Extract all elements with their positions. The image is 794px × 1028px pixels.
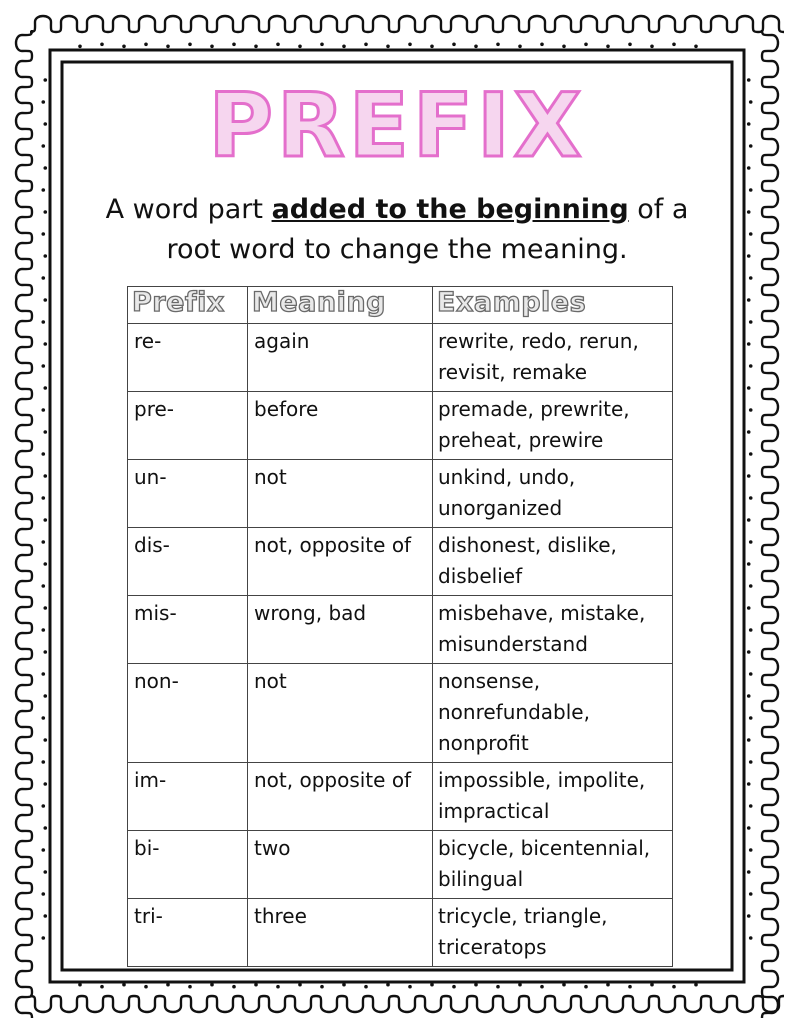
trim-dot <box>749 628 753 632</box>
trim-dot <box>749 276 753 280</box>
trim-dot <box>747 870 751 874</box>
meaning-cell: three <box>248 899 433 967</box>
table-row <box>128 899 673 967</box>
trim-dot <box>747 210 751 214</box>
meaning-cell: not <box>248 460 433 528</box>
examples-cell: tricycle, triangle, triceratops <box>433 899 673 967</box>
trim-dot <box>749 408 753 412</box>
trim-dot <box>430 44 434 48</box>
trim-dot <box>188 42 192 46</box>
trim-dot <box>749 716 753 720</box>
trim-dot <box>749 496 753 500</box>
trim-dot <box>430 983 434 987</box>
trim-dot <box>747 518 751 522</box>
trim-dot <box>747 474 751 478</box>
trim-dot <box>747 914 751 918</box>
meaning-cell: not, opposite of <box>248 528 433 596</box>
examples-cell: impossible, impolite, impractical <box>433 763 673 831</box>
trim-dot <box>43 474 47 478</box>
trim-dot <box>166 44 170 48</box>
prefix-table <box>127 286 673 967</box>
trim-dot <box>747 650 751 654</box>
loop-column <box>16 30 32 1018</box>
trim-dot <box>672 985 676 989</box>
table-row <box>128 460 673 528</box>
meaning-cell: two <box>248 831 433 899</box>
trim-dot <box>210 44 214 48</box>
trim-dot <box>749 804 753 808</box>
trim-dot <box>747 694 751 698</box>
trim-dot <box>43 562 47 566</box>
trim-dot <box>747 342 751 346</box>
header-examples: Examples <box>433 287 673 324</box>
trim-dot <box>342 44 346 48</box>
trim-dot <box>747 562 751 566</box>
table-row <box>128 664 673 763</box>
trim-dot <box>41 936 45 940</box>
trim-dot <box>41 408 45 412</box>
trim-dot <box>749 672 753 676</box>
trim-dot <box>41 804 45 808</box>
trim-dot <box>232 985 236 989</box>
trim-dot <box>41 188 45 192</box>
trim-dot <box>408 985 412 989</box>
trim-dot <box>166 983 170 987</box>
trim-dot <box>320 985 324 989</box>
trim-dot <box>747 738 751 742</box>
trim-dot <box>43 870 47 874</box>
trim-dot <box>364 42 368 46</box>
trim-dot <box>606 983 610 987</box>
trim-dot <box>43 430 47 434</box>
meaning-cell: wrong, bad <box>248 596 433 664</box>
examples-cell: bicycle, bicentennial, bilingual <box>433 831 673 899</box>
trim-dot <box>41 320 45 324</box>
trim-dot <box>254 44 258 48</box>
trim-dot <box>749 320 753 324</box>
trim-dot <box>43 342 47 346</box>
trim-dot <box>43 210 47 214</box>
trim-dot <box>584 985 588 989</box>
examples-cell: nonsense, nonrefundable, nonprofit <box>433 664 673 763</box>
trim-dot <box>100 42 104 46</box>
trim-dot <box>43 914 47 918</box>
trim-dot <box>210 983 214 987</box>
prefix-cell: re- <box>128 324 248 392</box>
trim-dot <box>43 738 47 742</box>
trim-dot <box>452 985 456 989</box>
trim-dot <box>747 298 751 302</box>
trim-dot <box>78 983 82 987</box>
trim-dot <box>43 386 47 390</box>
header-meaning: Meaning <box>248 287 433 324</box>
trim-dot <box>474 983 478 987</box>
trim-dot <box>122 983 126 987</box>
trim-dot <box>562 44 566 48</box>
trim-dot <box>41 496 45 500</box>
trim-dot <box>144 42 148 46</box>
trim-dot <box>232 42 236 46</box>
trim-dot <box>584 42 588 46</box>
trim-dot <box>628 985 632 989</box>
trim-dot <box>747 386 751 390</box>
trim-dot <box>747 430 751 434</box>
definition-after: of a root word to change the meaning. <box>166 194 689 265</box>
trim-dot <box>749 232 753 236</box>
trim-dot <box>749 364 753 368</box>
trim-dot <box>41 892 45 896</box>
trim-dot <box>276 985 280 989</box>
prefix-cell: im- <box>128 763 248 831</box>
trim-dot <box>747 254 751 258</box>
trim-dot <box>540 985 544 989</box>
trim-dot <box>747 826 751 830</box>
trim-dot <box>43 606 47 610</box>
prefix-cell: un- <box>128 460 248 528</box>
table-row <box>128 831 673 899</box>
trim-dot <box>747 782 751 786</box>
trim-dot <box>276 42 280 46</box>
trim-dot <box>254 983 258 987</box>
trim-dot <box>452 42 456 46</box>
examples-cell: dishonest, dislike, disbelief <box>433 528 673 596</box>
trim-dot <box>540 42 544 46</box>
trim-dot <box>650 983 654 987</box>
trim-dot <box>43 298 47 302</box>
trim-dot <box>747 606 751 610</box>
page-title: PREFIX <box>208 74 586 177</box>
table-row <box>128 392 673 460</box>
table-row <box>128 763 673 831</box>
prefix-cell: mis- <box>128 596 248 664</box>
table-row <box>128 324 673 392</box>
trim-dot <box>41 716 45 720</box>
definition-text <box>96 190 698 270</box>
trim-dot <box>749 584 753 588</box>
trim-dot <box>518 983 522 987</box>
prefix-cell: non- <box>128 664 248 763</box>
trim-dot <box>43 254 47 258</box>
trim-dot <box>41 760 45 764</box>
trim-dot <box>628 42 632 46</box>
definition-before: A word part <box>105 194 272 225</box>
trim-dot <box>41 672 45 676</box>
trim-dot <box>43 518 47 522</box>
trim-dot <box>41 848 45 852</box>
trim-dot <box>496 985 500 989</box>
trim-dot <box>672 42 676 46</box>
trim-dot <box>41 584 45 588</box>
loop-row <box>30 16 784 32</box>
meaning-cell: not <box>248 664 433 763</box>
trim-dot <box>43 826 47 830</box>
trim-dot <box>749 188 753 192</box>
trim-dot <box>496 42 500 46</box>
trim-dot <box>408 42 412 46</box>
trim-dot <box>694 44 698 48</box>
trim-dot <box>78 44 82 48</box>
table-tail-line <box>127 922 128 934</box>
trim-dot <box>144 985 148 989</box>
trim-dot <box>100 985 104 989</box>
trim-dot <box>749 452 753 456</box>
examples-cell: misbehave, mistake, misunderstand <box>433 596 673 664</box>
trim-dot <box>188 985 192 989</box>
trim-dot <box>43 650 47 654</box>
trim-dot <box>650 44 654 48</box>
trim-dot <box>749 760 753 764</box>
prefix-cell: pre- <box>128 392 248 460</box>
trim-dot <box>298 44 302 48</box>
trim-dot <box>122 44 126 48</box>
examples-cell: rewrite, redo, rerun, revisit, remake <box>433 324 673 392</box>
trim-dot <box>320 42 324 46</box>
table-header-row <box>128 287 673 324</box>
trim-dot <box>298 983 302 987</box>
prefix-cell: dis- <box>128 528 248 596</box>
trim-dot <box>41 628 45 632</box>
trim-dot <box>749 892 753 896</box>
prefix-cell: tri- <box>128 899 248 967</box>
trim-dot <box>41 452 45 456</box>
loop-column <box>762 30 778 1018</box>
trim-dot <box>41 232 45 236</box>
trim-dot <box>43 694 47 698</box>
definition-emphasis: added to the beginning <box>271 194 629 225</box>
trim-dot <box>386 44 390 48</box>
examples-cell: premade, prewrite, preheat, prewire <box>433 392 673 460</box>
trim-dot <box>364 985 368 989</box>
table-row <box>128 528 673 596</box>
trim-dot <box>749 848 753 852</box>
loop-row <box>30 996 784 1012</box>
trim-dot <box>41 276 45 280</box>
trim-dot <box>41 364 45 368</box>
trim-dot <box>749 936 753 940</box>
meaning-cell: again <box>248 324 433 392</box>
examples-cell: unkind, undo, unorganized <box>433 460 673 528</box>
trim-dot <box>694 983 698 987</box>
trim-dot <box>562 983 566 987</box>
trim-dot <box>386 983 390 987</box>
trim-dot <box>342 983 346 987</box>
table-row <box>128 596 673 664</box>
meaning-cell: before <box>248 392 433 460</box>
trim-dot <box>41 540 45 544</box>
trim-dot <box>474 44 478 48</box>
trim-dot <box>43 782 47 786</box>
prefix-cell: bi- <box>128 831 248 899</box>
trim-dot <box>518 44 522 48</box>
trim-dot <box>749 540 753 544</box>
meaning-cell: not, opposite of <box>248 763 433 831</box>
trim-dot <box>606 44 610 48</box>
header-prefix: Prefix <box>128 287 248 324</box>
